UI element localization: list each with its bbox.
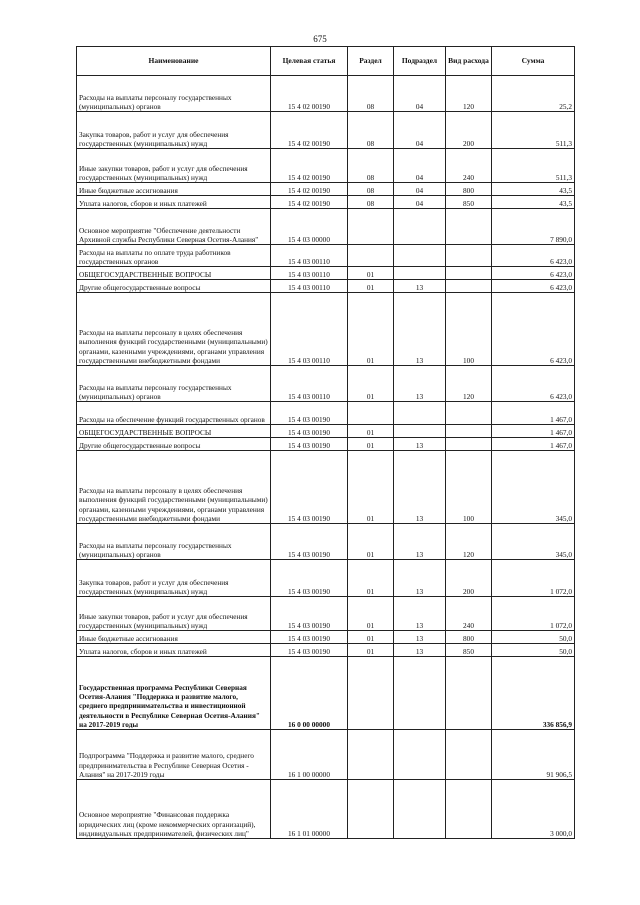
row-sum-cell: 345,0	[492, 524, 575, 560]
row-name-cell: ОБЩЕГОСУДАРСТВЕННЫЕ ВОПРОСЫ	[77, 267, 271, 280]
row-type-cell	[446, 780, 492, 839]
row-subsection-cell: 13	[394, 631, 446, 644]
header-target: Целевая статья	[271, 47, 348, 76]
row-type-cell	[446, 425, 492, 438]
row-name-cell: Другие общегосударственные вопросы	[77, 438, 271, 451]
row-sum-cell: 511,3	[492, 112, 575, 149]
row-type-cell	[446, 402, 492, 425]
row-sum-cell: 91 906,5	[492, 730, 575, 780]
row-sum-cell: 6 423,0	[492, 267, 575, 280]
row-target-cell: 15 4 03 00000	[271, 209, 348, 245]
row-subsection-cell: 13	[394, 524, 446, 560]
row-subsection-cell	[394, 425, 446, 438]
row-type-cell: 120	[446, 524, 492, 560]
row-sum-cell: 336 856,9	[492, 657, 575, 730]
table-row	[77, 209, 575, 245]
row-section-cell: 01	[348, 425, 394, 438]
row-subsection-cell: 13	[394, 293, 446, 366]
row-name-cell: Государственная программа Республики Северная Осетия-Алания "Поддержка и развитие малого, среднего предпринимательства и инвестиционной деятельности в Республике Северная Осетия-Алания" на 2017-2019 годы	[77, 657, 271, 730]
row-section-cell	[348, 780, 394, 839]
row-section-cell: 01	[348, 560, 394, 597]
row-target-cell: 16 0 00 00000	[271, 657, 348, 730]
table-row	[77, 780, 575, 839]
row-target-cell: 15 4 03 00190	[271, 597, 348, 631]
row-section-cell: 08	[348, 196, 394, 209]
row-subsection-cell: 13	[394, 560, 446, 597]
row-subsection-cell	[394, 209, 446, 245]
row-section-cell: 01	[348, 267, 394, 280]
table-row	[77, 267, 575, 280]
row-type-cell: 240	[446, 597, 492, 631]
row-subsection-cell: 13	[394, 451, 446, 524]
row-section-cell	[348, 657, 394, 730]
row-subsection-cell	[394, 730, 446, 780]
row-sum-cell: 50,0	[492, 631, 575, 644]
row-target-cell: 15 4 03 00190	[271, 560, 348, 597]
row-subsection-cell: 04	[394, 149, 446, 183]
row-section-cell: 01	[348, 597, 394, 631]
row-subsection-cell: 04	[394, 196, 446, 209]
row-section-cell: 01	[348, 366, 394, 402]
table-row	[77, 76, 575, 112]
row-target-cell: 15 4 03 00190	[271, 631, 348, 644]
row-type-cell: 800	[446, 631, 492, 644]
row-name-cell: Расходы на выплаты персоналу в целях обеспечения выполнения функций государственными (муниципальными) органами, казенными учреждениями, органами управления государственными внебюджетными фондами	[77, 451, 271, 524]
row-sum-cell: 3 000,0	[492, 780, 575, 839]
row-type-cell: 120	[446, 76, 492, 112]
row-target-cell: 15 4 02 00190	[271, 196, 348, 209]
row-type-cell: 850	[446, 196, 492, 209]
row-section-cell: 08	[348, 76, 394, 112]
row-target-cell: 16 1 00 00000	[271, 730, 348, 780]
table-row	[77, 524, 575, 560]
row-target-cell: 15 4 02 00190	[271, 76, 348, 112]
row-sum-cell: 50,0	[492, 644, 575, 657]
row-type-cell: 100	[446, 451, 492, 524]
row-section-cell	[348, 402, 394, 425]
row-target-cell: 15 4 02 00190	[271, 112, 348, 149]
row-name-cell: Основное мероприятие "Финансовая поддержка юридических лиц (кроме некоммерческих организаций), индивидуальных предпринимателей, физических лиц"	[77, 780, 271, 839]
table-row	[77, 657, 575, 730]
row-sum-cell: 1 072,0	[492, 560, 575, 597]
table-row	[77, 597, 575, 631]
row-subsection-cell: 13	[394, 597, 446, 631]
row-type-cell	[446, 267, 492, 280]
table-row	[77, 366, 575, 402]
row-name-cell: Основное мероприятие "Обеспечение деятельности Архивной службы Республики Северная Осетия-Алания"	[77, 209, 271, 245]
row-target-cell: 15 4 03 00110	[271, 267, 348, 280]
row-subsection-cell	[394, 245, 446, 267]
row-type-cell	[446, 280, 492, 293]
row-section-cell: 01	[348, 438, 394, 451]
header-name: Наименование	[77, 47, 271, 76]
row-target-cell: 15 4 03 00190	[271, 425, 348, 438]
row-name-cell: Расходы на обеспечение функций государственных органов	[77, 402, 271, 425]
row-name-cell: Иные бюджетные ассигнования	[77, 183, 271, 196]
row-sum-cell: 7 890,0	[492, 209, 575, 245]
row-type-cell	[446, 730, 492, 780]
row-target-cell: 15 4 03 00190	[271, 438, 348, 451]
table-row	[77, 293, 575, 366]
row-sum-cell: 43,5	[492, 183, 575, 196]
row-target-cell: 15 4 03 00190	[271, 402, 348, 425]
row-section-cell: 08	[348, 149, 394, 183]
row-type-cell	[446, 438, 492, 451]
row-sum-cell: 6 423,0	[492, 280, 575, 293]
row-name-cell: Уплата налогов, сборов и иных платежей	[77, 196, 271, 209]
row-section-cell: 08	[348, 112, 394, 149]
row-name-cell: Другие общегосударственные вопросы	[77, 280, 271, 293]
row-sum-cell: 6 423,0	[492, 293, 575, 366]
row-section-cell	[348, 209, 394, 245]
row-target-cell: 15 4 03 00190	[271, 451, 348, 524]
row-name-cell: Иные закупки товаров, работ и услуг для обеспечения государственных (муниципальных) нужд	[77, 597, 271, 631]
row-subsection-cell	[394, 402, 446, 425]
table-row	[77, 451, 575, 524]
row-section-cell: 08	[348, 183, 394, 196]
table-row	[77, 245, 575, 267]
row-type-cell: 200	[446, 560, 492, 597]
row-subsection-cell	[394, 780, 446, 839]
table-row	[77, 280, 575, 293]
row-sum-cell: 1 467,0	[492, 425, 575, 438]
row-target-cell: 16 1 01 00000	[271, 780, 348, 839]
header-sum: Сумма	[492, 47, 575, 76]
row-type-cell	[446, 657, 492, 730]
row-subsection-cell: 04	[394, 76, 446, 112]
row-sum-cell: 1 467,0	[492, 402, 575, 425]
row-name-cell: Расходы на выплаты по оплате труда работников государственных органов	[77, 245, 271, 267]
row-name-cell: Расходы на выплаты персоналу государственных (муниципальных) органов	[77, 524, 271, 560]
row-target-cell: 15 4 02 00190	[271, 183, 348, 196]
row-subsection-cell: 04	[394, 183, 446, 196]
row-type-cell: 240	[446, 149, 492, 183]
row-subsection-cell	[394, 267, 446, 280]
row-target-cell: 15 4 03 00110	[271, 293, 348, 366]
row-subsection-cell: 13	[394, 438, 446, 451]
table-row	[77, 402, 575, 425]
row-sum-cell: 1 467,0	[492, 438, 575, 451]
table-row	[77, 196, 575, 209]
row-type-cell: 800	[446, 183, 492, 196]
row-type-cell	[446, 209, 492, 245]
table-row	[77, 560, 575, 597]
row-name-cell: ОБЩЕГОСУДАРСТВЕННЫЕ ВОПРОСЫ	[77, 425, 271, 438]
row-subsection-cell	[394, 657, 446, 730]
row-target-cell: 15 4 03 00190	[271, 524, 348, 560]
row-name-cell: Расходы на выплаты персоналу государственных (муниципальных) органов	[77, 366, 271, 402]
row-name-cell: Иные бюджетные ассигнования	[77, 631, 271, 644]
row-section-cell: 01	[348, 631, 394, 644]
table-row	[77, 438, 575, 451]
row-type-cell: 850	[446, 644, 492, 657]
row-type-cell: 200	[446, 112, 492, 149]
page-number: 675	[313, 34, 327, 44]
row-type-cell: 120	[446, 366, 492, 402]
row-subsection-cell: 13	[394, 644, 446, 657]
row-name-cell: Уплата налогов, сборов и иных платежей	[77, 644, 271, 657]
row-sum-cell: 25,2	[492, 76, 575, 112]
row-target-cell: 15 4 03 00190	[271, 644, 348, 657]
row-section-cell: 01	[348, 293, 394, 366]
table-row	[77, 112, 575, 149]
table-row	[77, 149, 575, 183]
table-row	[77, 425, 575, 438]
row-type-cell	[446, 245, 492, 267]
row-sum-cell: 43,5	[492, 196, 575, 209]
table-row	[77, 631, 575, 644]
row-section-cell: 01	[348, 280, 394, 293]
row-name-cell: Закупка товаров, работ и услуг для обеспечения государственных (муниципальных) нужд	[77, 112, 271, 149]
row-target-cell: 15 4 03 00110	[271, 280, 348, 293]
header-subsection: Подраздел	[394, 47, 446, 76]
row-target-cell: 15 4 02 00190	[271, 149, 348, 183]
row-type-cell: 100	[446, 293, 492, 366]
row-name-cell: Закупка товаров, работ и услуг для обеспечения государственных (муниципальных) нужд	[77, 560, 271, 597]
row-target-cell: 15 4 03 00110	[271, 366, 348, 402]
row-name-cell: Расходы на выплаты персоналу государственных (муниципальных) органов	[77, 76, 271, 112]
row-section-cell: 01	[348, 524, 394, 560]
row-sum-cell: 6 423,0	[492, 245, 575, 267]
row-sum-cell: 511,3	[492, 149, 575, 183]
row-sum-cell: 6 423,0	[492, 366, 575, 402]
header-expense-type: Вид расхода	[446, 47, 492, 76]
header-section: Раздел	[348, 47, 394, 76]
row-section-cell	[348, 730, 394, 780]
row-subsection-cell: 04	[394, 112, 446, 149]
row-section-cell: 01	[348, 644, 394, 657]
row-subsection-cell: 13	[394, 366, 446, 402]
row-sum-cell: 1 072,0	[492, 597, 575, 631]
row-sum-cell: 345,0	[492, 451, 575, 524]
table-row	[77, 730, 575, 780]
table-row	[77, 183, 575, 196]
table-body	[77, 76, 575, 839]
table-row	[77, 644, 575, 657]
row-subsection-cell: 13	[394, 280, 446, 293]
row-target-cell: 15 4 03 00110	[271, 245, 348, 267]
row-section-cell: 01	[348, 451, 394, 524]
row-name-cell: Расходы на выплаты персоналу в целях обеспечения выполнения функций государственными (муниципальными) органами, казенными учреждениями, органами управления государственными внебюджетными фондами	[77, 293, 271, 366]
row-name-cell: Иные закупки товаров, работ и услуг для обеспечения государственных (муниципальных) нужд	[77, 149, 271, 183]
budget-table	[76, 46, 575, 839]
header-row	[77, 47, 575, 76]
row-section-cell	[348, 245, 394, 267]
row-name-cell: Подпрограмма "Поддержка и развитие малого, среднего предпринимательства в Республике Северная Осетия - Алания" на 2017-2019 годы	[77, 730, 271, 780]
